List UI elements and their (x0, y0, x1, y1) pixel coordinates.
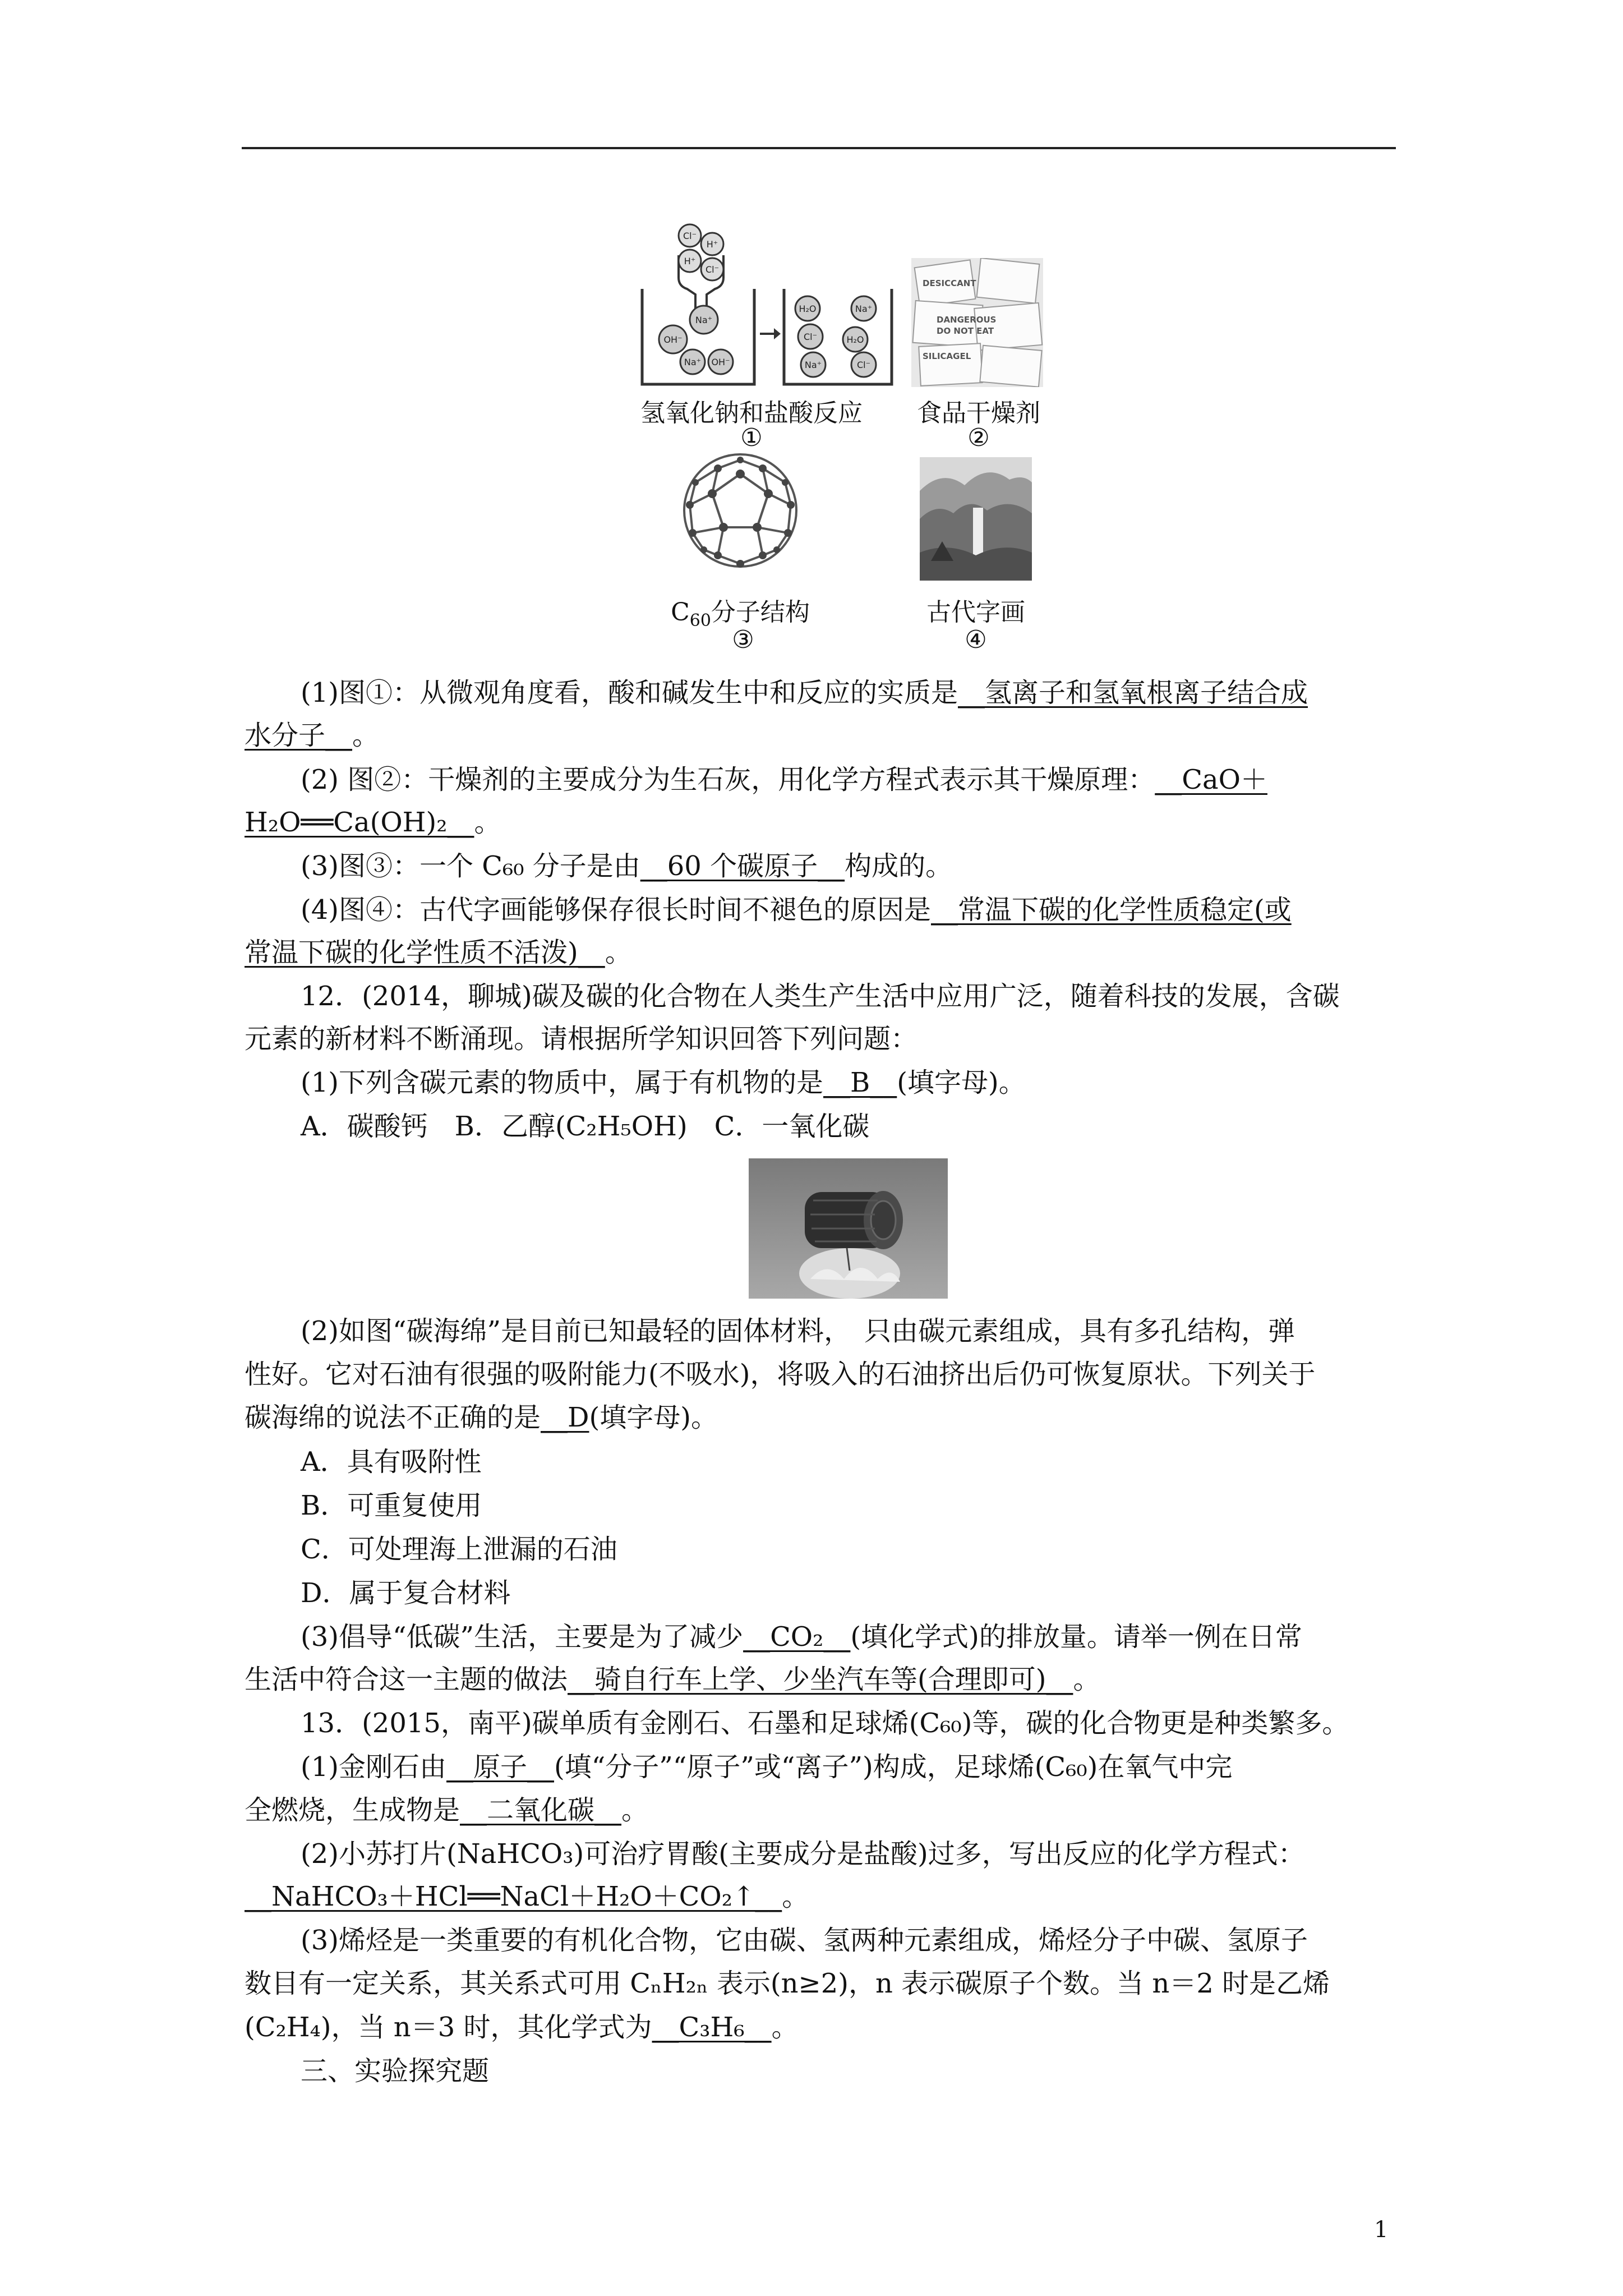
ion-label: Na⁺ (855, 303, 873, 314)
figure-1-number: ① (740, 424, 763, 452)
q12-p3-text-b: (填化学式)的排放量。请举一例在日常 (850, 1621, 1302, 1653)
q13-p2-line2 (245, 1880, 809, 1913)
figure-3-caption (667, 592, 813, 631)
q12-p1-end: (填字母)。 (897, 1067, 1026, 1098)
c60-molecule (679, 449, 802, 572)
q12-option-d: D．属于复合材料 (301, 1577, 511, 1609)
figure-2-number: ② (967, 424, 990, 452)
q12-p3-line2 (245, 1663, 1100, 1696)
q11-p3-text: (3)图③：一个 C₆₀ 分子是由 (301, 850, 640, 882)
q12-p1-line (301, 1066, 1026, 1099)
q12-p3-line1 (301, 1620, 1302, 1654)
q13-p3-line3 (245, 2010, 799, 2044)
desiccant-photo (911, 258, 1043, 387)
q13-p1-line1 (301, 1750, 1232, 1784)
q13-p1-answer-1: __原子__ (446, 1751, 555, 1783)
q12-p1-answer: __B__ (823, 1067, 897, 1098)
q11-p1-line2 (245, 719, 379, 752)
ancient-painting (920, 457, 1032, 581)
q13-p3-line2: 数目有一定关系，其关系式可用 CₙH₂ₙ 表示(n≥2)，n 表示碳原子个数。当 n＝2 时是乙烯 (245, 1968, 1330, 1999)
figure-1-caption: 氢氧化钠和盐酸反应 (640, 399, 863, 427)
q11-p4-answer-b: 常温下碳的化学性质不活泼)__ (245, 937, 605, 968)
ion-label: H⁺ (684, 256, 696, 266)
q12-p2-text: 碳海绵的说法不正确的是 (245, 1402, 541, 1433)
q12-heading-line2: 元素的新材料不断涌现。请根据所学知识回答下列问题： (245, 1023, 918, 1055)
q13-p2-answer: __NaHCO₃＋HCl══NaCl＋H₂O＋CO₂↑__ (245, 1881, 782, 1912)
neutralization-diagram (634, 222, 897, 390)
q11-p4-answer-a: __常温下碳的化学性质稳定(或 (931, 894, 1292, 926)
q12-p2-end: (填字母)。 (589, 1402, 718, 1433)
q12-p3-answer-1: __CO₂__ (743, 1621, 851, 1653)
q11-p2-end: 。 (474, 807, 501, 838)
q11-p1-answer-b: 水分子__ (245, 720, 353, 751)
q12-p3-end: 。 (1073, 1664, 1100, 1695)
q12-option-b: B．可重复使用 (301, 1490, 482, 1521)
q11-p1-answer-a: __氢离子和氢氧根离子结合成 (958, 677, 1308, 708)
q12-p3-answer-2: __骑自行车上学、少坐汽车等(合理即可)__ (568, 1664, 1073, 1695)
q13-p2-end: 。 (782, 1881, 809, 1912)
q11-p4-end: 。 (605, 937, 632, 968)
q13-p3-line1: (3)烯烃是一类重要的有机化合物，它由碳、氢两种元素组成，烯烃分子中碳、氢原子 (301, 1925, 1308, 1956)
q11-p1-line1 (301, 676, 1308, 710)
q12-p3-text-a: (3)倡导“低碳”生活，主要是为了减少 (301, 1621, 744, 1653)
q12-heading-line1: 12．(2014，聊城)碳及碳的化合物在人类生产生活中应用广泛，随着科技的发展，含碳 (301, 981, 1340, 1012)
figure-2-caption: 食品干燥剂 (917, 399, 1040, 427)
q11-p2-answer-a: __CaO＋ (1155, 764, 1267, 795)
ion-label: Na⁺ (684, 357, 702, 367)
q12-option-a: A．具有吸附性 (301, 1446, 482, 1478)
q11-p3-answer: __60 个碳原子__ (640, 850, 845, 882)
ion-label: Cl⁻ (856, 360, 871, 370)
q11-p1-end: 。 (352, 720, 380, 751)
q13-p1-end: 。 (621, 1795, 649, 1826)
q11-p3-end: 构成的。 (845, 850, 953, 882)
q13-p1-text-a: (1)金刚石由 (301, 1751, 446, 1783)
q11-p4-text: (4)图④：古代字画能够保存很长时间不褪色的原因是 (301, 894, 931, 926)
q11-p4-line2 (245, 936, 632, 969)
figure-3-number: ③ (732, 625, 754, 654)
figure-4-number: ④ (965, 625, 987, 654)
q12-p2-line2: 性好。它对石油有很强的吸附能力(不吸水)，将吸入的石油挤出后仍可恢复原状。下列关于 (245, 1359, 1316, 1390)
ion-label: Na⁺ (695, 315, 713, 325)
carbon-sponge-photo (749, 1158, 948, 1299)
q13-p3-answer: __C₃H₆__ (652, 2012, 772, 2043)
q11-p4-line1 (301, 893, 1292, 927)
q13-p1-text-b: (填“分子”“原子”或“离子”)构成，足球烯(C₆₀)在氧气中完 (554, 1751, 1233, 1783)
q11-p2-text: (2) 图②：干燥剂的主要成分为生石灰，用化学方程式表示其干燥原理： (301, 764, 1155, 795)
ion-label: OH⁻ (711, 357, 730, 367)
q11-p2-line2 (245, 806, 501, 839)
q11-p1-text: (1)图①：从微观角度看，酸和碱发生中和反应的实质是 (301, 677, 958, 708)
figure-4-caption: 古代字画 (926, 598, 1025, 627)
q12-p2-line3 (245, 1401, 718, 1434)
q13-p1-answer-2: __二氧化碳__ (460, 1795, 622, 1826)
q11-p2-line1 (301, 763, 1267, 797)
q11-p2-answer-b: H₂O══Ca(OH)₂__ (245, 807, 474, 838)
ion-label: H₂O (799, 303, 817, 314)
q13-p3-text-c: (C₂H₄)，当 n＝3 时，其化学式为 (245, 2012, 652, 2043)
section-heading: 三、实验探究题 (301, 2055, 490, 2087)
packet-text: SILICAGEL (923, 351, 971, 361)
q12-p1-text: (1)下列含碳元素的物质中，属于有机物的是 (301, 1067, 823, 1098)
q13-p1-line2 (245, 1793, 648, 1827)
packet-text: DANGEROUS (937, 315, 997, 325)
ion-label: Na⁺ (804, 360, 822, 370)
q12-p1-options: A．碳酸钙 B．乙醇(C₂H₅OH) C．一氧化碳 (301, 1111, 870, 1142)
q13-p2-line1: (2)小苏打片(NaHCO₃)可治疗胃酸(主要成分是盐酸)过多，写出反应的化学方程式： (301, 1838, 1305, 1870)
q13-p3-end: 。 (771, 2012, 799, 2043)
ion-label: Cl⁻ (683, 231, 697, 241)
ion-label: H⁺ (706, 239, 718, 250)
ion-label: OH⁻ (663, 334, 683, 345)
ion-label: Cl⁻ (705, 264, 720, 275)
q12-p2-answer: __D (541, 1402, 589, 1433)
page-number: 1 (1374, 2217, 1389, 2243)
ion-label: H₂O (846, 334, 864, 345)
q13-p1-text-c: 全燃烧，生成物是 (245, 1795, 460, 1826)
fig3-caption-c: C (671, 598, 690, 627)
ion-label: Cl⁻ (803, 332, 818, 342)
q12-option-c: C．可处理海上泄漏的石油 (301, 1534, 617, 1565)
packet-text: DO NOT EAT (937, 326, 994, 336)
header-rule (242, 147, 1396, 149)
q13-heading: 13．(2015，南平)碳单质有金刚石、石墨和足球烯(C₆₀)等，碳的化合物更是种类繁多。 (301, 1708, 1349, 1739)
fig3-caption-text: 分子结构 (711, 598, 810, 627)
q12-p2-line1: (2)如图“碳海绵”是目前已知最轻的固体材料， 只由碳元素组成，具有多孔结构，弹 (301, 1315, 1295, 1347)
q11-p3-line (301, 849, 952, 883)
fig3-caption-sub: 60 (689, 610, 711, 631)
packet-text: DESICCANT (923, 278, 976, 288)
q12-p3-text-c: 生活中符合这一主题的做法 (245, 1664, 568, 1695)
